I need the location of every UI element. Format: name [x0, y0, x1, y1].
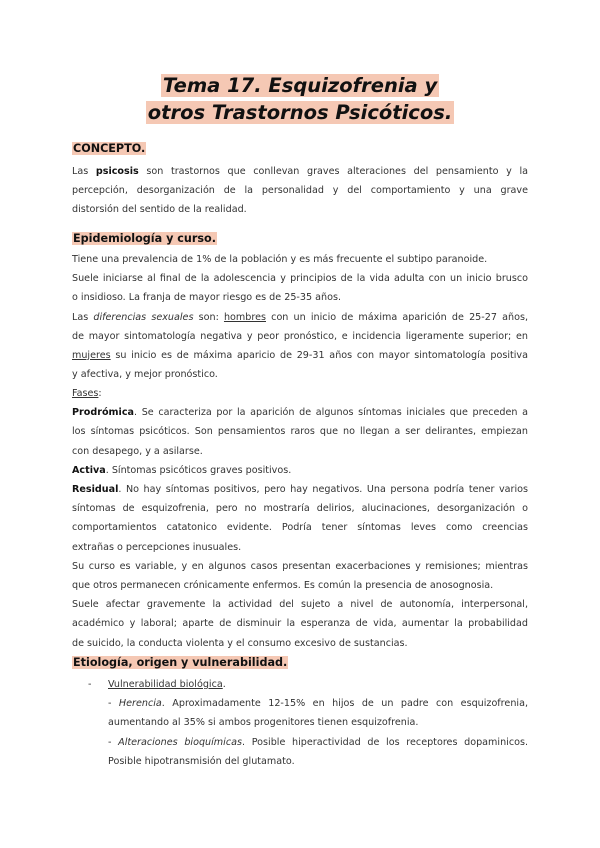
concepto-line-2: percepción, desorganización de la personalidad y del comportamiento y una grave	[72, 185, 528, 197]
text: . Posible hiperactividad de los receptores dopaminicos.	[241, 736, 529, 748]
underlined-hombres: hombres	[223, 311, 266, 323]
fases-heading	[72, 384, 528, 403]
text: son trastornos que conllevan graves alteraciones del pensamiento y la	[138, 166, 528, 177]
page-title	[0, 74, 600, 98]
text: . Se caracteriza por la aparición de algunos síntomas iniciales que preceden a	[134, 407, 528, 419]
underlined-vulnerabilidad: Vulnerabilidad biológica	[108, 679, 223, 690]
alteraciones-line-2: Posible hipotransmisión del glutamato.	[108, 755, 295, 767]
bold-term-psicosis: psicosis	[95, 166, 139, 177]
epi-line-1: Tiene una prevalencia de 1% de la población y es más frecuente el subtipo paranoide.	[72, 254, 488, 265]
epi-line-4	[72, 308, 528, 327]
text: :	[98, 388, 102, 399]
etiologia-list	[108, 675, 528, 771]
text: . Aproximadamente 12-15% en hijos de un padre con esquizofrenia,	[161, 698, 528, 710]
residual-line-3: comportamientos catatonico evidente. Podría tener síntomas leves como creencias	[72, 522, 528, 534]
heading-text: Etiología, origen y vulnerabilidad.	[73, 656, 288, 669]
curso-line-2: que otros permanecen crónicamente enfermos. Es común la presencia de anosognosia.	[72, 580, 494, 592]
underlined-mujeres: mujeres	[72, 350, 111, 362]
alteraciones-line-1	[108, 733, 528, 752]
section-heading-concepto	[72, 141, 146, 156]
residual-line-4: extrañas o percepciones inusuales.	[72, 541, 242, 553]
herencia-line-1	[108, 694, 528, 713]
paragraph-epidemiologia	[72, 250, 528, 384]
text: . Síntomas psicóticos graves positivos.	[105, 464, 292, 476]
underlined-fases: Fases	[72, 388, 99, 399]
bullet-dash: -	[88, 679, 92, 690]
text: Las	[72, 311, 94, 323]
epi-line-7: y afectiva, y mejor pronóstico.	[72, 369, 218, 381]
epi-line-3: o insidioso. La franja de mayor riesgo es de 25-35 años.	[72, 292, 342, 304]
italic-alteraciones: Alteraciones bioquímicas	[118, 736, 242, 748]
text: su inicio es de máxima aparicio de 29-31 años con mayor sintomatología positiva	[110, 350, 528, 362]
activa-line	[72, 461, 528, 480]
bold-residual: Residual	[72, 484, 119, 496]
text: con un inicio de máxima aparición de 25-27 años,	[266, 311, 528, 323]
afecta-line-3: de suicido, la conducta violenta y el consumo excesivo de sustancias.	[72, 637, 408, 649]
residual-line-2: síntomas de esquizofrenia, pero no mostraría delirios, alucinaciones, desorganización o	[72, 503, 528, 515]
text: .	[222, 679, 226, 690]
title-line-1: Tema 17. Esquizofrenia y	[162, 74, 438, 97]
epi-line-5: de mayor sintomatología negativa y peor pronóstico, e incidencia ligeramente superior; en	[72, 330, 528, 342]
bold-prodromica: Prodrómica	[72, 407, 134, 419]
section-heading-etiologia	[72, 655, 288, 670]
title-line-2: otros Trastornos Psicóticos.	[147, 101, 453, 124]
epi-line-6	[72, 346, 528, 365]
text: -	[108, 698, 119, 710]
residual-line-1	[72, 480, 528, 499]
curso-line-1: Su curso es variable, y en algunos casos presentan exacerbaciones y remisiones; mientras	[72, 560, 528, 572]
text: . No hay síntomas positivos, pero hay negativos. Una persona podría tener varios	[118, 484, 528, 496]
page-title-line-2	[0, 101, 600, 125]
herencia-line-2: aumentando al 35% si ambos progenitores tienen esquizofrenia.	[108, 717, 419, 729]
prodromica-line-3: con desapego, y a asilarse.	[72, 445, 203, 457]
epi-line-2: Suele iniciarse al final de la adolescencia y principios de la vida adulta con un inicio brusco	[72, 273, 528, 285]
italic-herencia: Herencia	[118, 698, 162, 710]
bold-activa: Activa	[72, 464, 106, 476]
prodromica-line-2: los síntomas psicóticos. Son pensamientos raros que no llegan a ser delirantes, empiezan	[72, 426, 528, 438]
italic-text: diferencias sexuales	[93, 311, 194, 323]
concepto-line-3: distorsión del sentido de la realidad.	[72, 204, 247, 216]
vulnerabilidad-item	[108, 675, 528, 694]
afecta-line-2: académico y laboral; aparte de disminuir la esperanza de vida, aumentar la probabilidad	[72, 618, 528, 630]
text: son:	[193, 311, 224, 323]
prodromica-line-1	[72, 403, 528, 422]
paragraph-fases	[72, 384, 528, 653]
text: -	[108, 736, 119, 748]
concepto-line-1	[72, 162, 528, 181]
afecta-line-1: Suele afectar gravemente la actividad del sujeto a nivel de autonomía, interpersonal,	[72, 599, 528, 611]
section-heading-epidemiologia	[72, 231, 217, 246]
paragraph-concepto	[72, 162, 528, 220]
heading-text: CONCEPTO.	[73, 142, 146, 155]
heading-text: Epidemiología y curso.	[73, 232, 216, 245]
text: Las	[72, 166, 96, 177]
